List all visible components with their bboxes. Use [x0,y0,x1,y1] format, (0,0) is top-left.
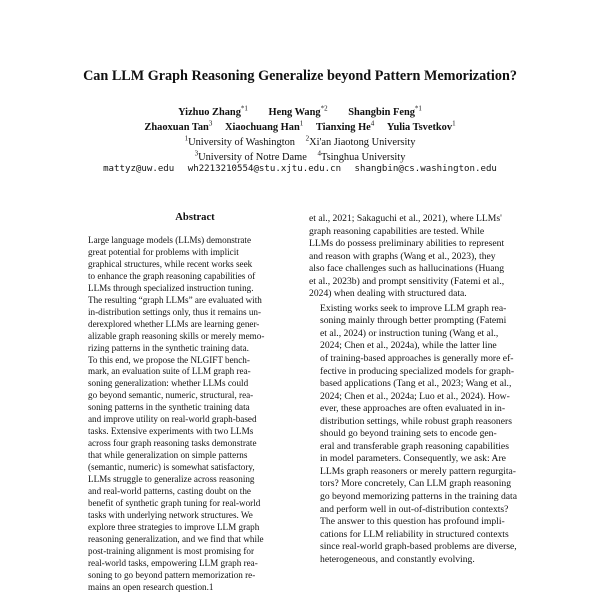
abstract-line: go beyond semantic, numeric, structural, rea- [88,390,254,401]
intro-p2-line: tors? More concretely, Can LLM graph reasoning [320,478,512,490]
author-list-line-1 [0,105,600,118]
affiliation: $^4$Tsinghua University [317,150,406,164]
author: Shangbin Feng$^{*1}$ [348,105,422,119]
intro-p2-line: of training-based approaches is generally more ef- [320,353,514,365]
abstract-line: to enhance the graph reasoning capabilities of [88,270,256,281]
abstract-line: tasks with underlying network structures. We [88,509,253,520]
abstract-line: tasks. Extensive experiments with two LLMs [88,426,254,437]
author: Yizhuo Zhang$^{*1}$ [178,105,248,119]
intro-p2-line: ever, these approaches are often evaluated in in- [320,403,506,415]
abstract-line: in-distribution settings only, thus it remains un- [88,306,262,317]
author: Xiaochuang Han$^1$ [224,120,304,134]
intro-p1-line: et al., 2023b) and prompt sensitivity (Fatemi et al., [309,275,505,287]
affiliations-line-1 [0,135,600,148]
intro-paragraph-2 [309,303,530,566]
intro-p2-line: go beyond memorizing patterns in the training data [320,491,517,503]
intro-p2-line: LLMs graph reasoners or merely pattern regurgita- [320,465,516,477]
email[interactable]: wh2213210554@stu.xjtu.edu.cn [187,164,342,174]
intro-p1-line: et al., 2021; Sakaguchi et al., 2021), where LLMs' [309,213,502,224]
abstract-line: soning generalization: whether LLMs could [88,378,249,389]
abstract-line: and real-world patterns, casting doubt on the [88,486,251,497]
intro-p2-line: cations for LLM reliability in structured contexts [320,528,509,540]
intro-p2-line: fective in producing specialized models for graph- [320,365,515,377]
abstract-line: graphical structures, while recent works seek [88,258,253,269]
intro-p1-line: also face challenges such as hallucinations (Huang [309,263,505,275]
abstract-line: soning patterns in the synthetic training data [88,402,250,413]
intro-p2-line: Existing works seek to improve LLM graph rea- [320,302,507,314]
abstract-line: that while generalization on simple patterns [88,450,248,461]
abstract-line: across four graph reasoning tasks demonstrate [88,438,257,449]
abstract-line: rizing patterns in the synthetic training data. [88,342,249,353]
intro-p1-line: LLMs do possess preliminary abilities to represent [309,238,505,250]
email[interactable]: mattyz@uw.edu [103,164,175,174]
introduction-column [309,213,530,566]
abstract-line: real-world tasks, empowering LLM graph rea- [88,557,258,568]
abstract-line: LLMs through specialized instruction tuning. [88,282,254,293]
affiliation: $^1$University of Washington [184,135,295,149]
intro-p2-line: The answer to this question has profound impli- [320,516,505,528]
abstract-line: alizable graph reasoning skills or merely memo- [88,330,265,341]
abstract-line: To this end, we propose the NLGIFT bench- [88,354,250,365]
abstract-heading: Abstract [175,212,215,223]
email[interactable]: shangbin@cs.washington.edu [354,164,497,174]
author: Tianxing He$^4$ [315,120,375,134]
affiliation: $^2$Xi'an Jiaotong University [305,135,416,149]
intro-p2-line: in model parameters. Consequently, we ask: Are [320,453,506,465]
abstract-line: mark, an evaluation suite of LLM graph rea- [88,366,251,377]
abstract-line: The resulting “graph LLMs” are evaluated with [88,294,262,305]
intro-p2-line: should go beyond training sets to encode gen- [320,428,497,440]
intro-p2-line: heterogeneous, and constantly evolving. [320,553,475,565]
intro-p1-line: 2024) when dealing with structured data. [309,288,467,300]
author: Zhaoxuan Tan$^3$ [144,120,213,134]
abstract-line: post-training alignment is most promising for [88,545,255,556]
intro-p1-line: and reason with graphs (Wang et al., 2023), they [309,250,496,262]
abstract-body [88,235,301,594]
intro-p1-line: graph reasoning capabilities are tested. While [309,225,485,237]
intro-p2-line: and perform well in out-of-distribution contexts? [320,503,509,515]
intro-p2-line: since real-world graph-based problems are diverse, [320,541,517,553]
abstract-line: (semantic, numeric) is somewhat satisfactory, [88,462,255,473]
abstract-line: benefit of synthetic graph tuning for real-world [88,497,261,508]
abstract-line: explore three strategies to improve LLM graph [88,521,260,532]
abstract-line: soning to go beyond pattern memorization re- [88,569,256,580]
author: Heng Wang$^{*2}$ [268,105,328,119]
abstract-line: Large language models (LLMs) demonstrate [88,235,252,245]
paper-title: Can LLM Graph Reasoning Generalize beyond Pattern Memorization? [83,68,517,84]
intro-p2-line: 2024; Chen et al., 2024a; Luo et al., 2024). How- [320,390,510,402]
author: Yulia Tsvetkov$^1$ [386,120,456,134]
abstract-line: great potential for problems with implicit [88,246,239,257]
intro-p2-line: distribution settings, while robust graph reasoners [320,415,512,427]
abstract-line: LLMs struggle to generalize across reasoning [88,474,255,485]
abstract-line: and improve utility on real-world graph-based [88,414,257,425]
intro-p2-line: 2024; Chen et al., 2024a), while the latter line [320,340,497,352]
affiliation: $^3$University of Notre Dame [194,150,307,164]
abstract-line: mains an open research question.1 [88,581,214,592]
affiliations-line-2 [0,150,600,163]
abstract-line: derexplored whether LLMs are learning gener- [88,318,260,329]
abstract-line: reasoning generalization, and we find that while [88,533,264,544]
author-emails [0,164,600,174]
intro-paragraph-1 [309,213,530,301]
intro-p2-line: et al., 2024) or instruction tuning (Wang et al., [320,327,499,339]
author-list-line-2 [0,120,600,133]
intro-p2-line: soning mainly through better prompting (Fatemi [320,315,507,327]
intro-p2-line: eral and transferable graph reasoning capabilities [320,440,509,452]
intro-p2-line: based applications (Tang et al., 2023; Wang et al., [320,378,512,390]
